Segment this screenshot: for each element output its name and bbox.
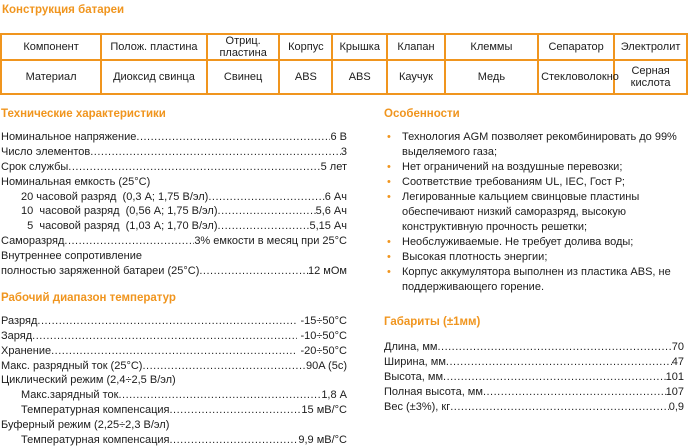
spec-value: 15 мВ/°С xyxy=(301,404,347,417)
spec-value: 47 xyxy=(671,355,684,368)
construction-table-header-cell: Крышка xyxy=(332,34,387,60)
spec-value: 70 xyxy=(671,341,684,353)
construction-table-header-cell: Клеммы xyxy=(445,34,538,60)
spec-value: 3% емкости в месяц при 25°С xyxy=(194,235,347,248)
dot-leader xyxy=(64,234,194,249)
right-column xyxy=(384,108,684,448)
spec-line xyxy=(1,219,347,234)
spec-line xyxy=(1,145,347,160)
spec-line xyxy=(1,433,347,448)
spec-value: -20÷50°С xyxy=(297,344,347,357)
spec-label: Число элементов xyxy=(1,145,91,158)
spec-line xyxy=(1,264,347,279)
dot-leader xyxy=(199,264,308,279)
dot-leader xyxy=(437,340,671,355)
construction-table-header-cell: Полож. пластина xyxy=(101,34,207,60)
spec-value: 107 xyxy=(665,385,684,398)
feature-text: Нет ограничений на воздушные перевозки; xyxy=(402,161,623,173)
spec-line xyxy=(384,385,684,400)
spec-line xyxy=(1,190,347,205)
spec-label: Разряд xyxy=(1,314,38,327)
dot-leader xyxy=(170,403,302,418)
spec-label: Температурная компенсация xyxy=(21,404,170,417)
construction-table-header-row xyxy=(1,34,687,60)
spec-label: Внутреннее сопротивление xyxy=(1,250,142,263)
feature-item xyxy=(384,160,684,175)
spec-line xyxy=(1,344,347,359)
feature-text: Соответствие требованиям UL, IEC, Гост Р; xyxy=(402,176,625,188)
spec-label: Заряд xyxy=(1,329,33,342)
spec-value: 101 xyxy=(665,370,684,383)
spec-label: Номинальное напряжение xyxy=(1,131,137,143)
spec-value: -10÷50°С xyxy=(297,329,347,342)
bullet-icon: • xyxy=(387,161,391,173)
spec-label: 5 часовой разряд (1,03 А; 1,70 В/эл) xyxy=(21,220,218,233)
dot-leader xyxy=(450,400,668,415)
spec-label: Длина, мм xyxy=(384,341,438,353)
construction-table-material-row xyxy=(1,60,687,94)
dot-leader xyxy=(443,370,666,385)
spec-label: Буферный режим (2,25÷2,3 В/эл) xyxy=(1,419,170,432)
dot-leader xyxy=(170,433,299,448)
dot-leader xyxy=(142,359,306,374)
spec-value: 6 Ач xyxy=(324,190,347,203)
spec-label: полностью заряженной батареи (25°С) xyxy=(1,265,200,278)
spec-line xyxy=(384,370,684,385)
construction-table-material-cell: Стекловолокно xyxy=(538,60,614,94)
left-column xyxy=(1,108,347,448)
spec-value: 5,6 Ач xyxy=(315,205,347,218)
spec-line xyxy=(384,400,684,415)
construction-table-material-cell: Серная кислота xyxy=(614,60,687,94)
content-columns xyxy=(1,108,688,448)
spec-value: 1,8 А xyxy=(321,389,347,402)
bullet-icon: • xyxy=(387,176,391,188)
feature-item xyxy=(384,265,684,295)
specs-section-title: Технические характеристики xyxy=(1,108,166,120)
dot-leader xyxy=(208,190,324,205)
features-list xyxy=(384,130,684,295)
spec-line xyxy=(1,314,347,329)
spec-label: 20 часовой разряд (0,3 А; 1,75 В/эл) xyxy=(21,190,209,203)
dot-leader xyxy=(446,355,672,370)
spec-line xyxy=(1,373,347,388)
bullet-icon: • xyxy=(387,191,391,203)
dimensions-list xyxy=(384,340,684,414)
specs-list xyxy=(1,130,347,279)
dot-leader xyxy=(32,329,297,344)
dot-leader xyxy=(218,219,310,234)
bullet-icon: • xyxy=(387,251,391,263)
feature-item xyxy=(384,250,684,265)
spec-line xyxy=(1,175,347,190)
spec-line xyxy=(384,340,684,355)
spec-value: 3 xyxy=(340,145,347,158)
spec-line xyxy=(1,234,347,249)
spec-value: 0,9 xyxy=(668,400,684,413)
temperature-section-title: Рабочий диапазон температур xyxy=(1,291,176,304)
feature-text: Высокая плотность энергии; xyxy=(402,251,548,263)
spec-line xyxy=(1,403,347,418)
construction-table-material-cell: Медь xyxy=(445,60,538,94)
bullet-icon: • xyxy=(387,266,391,278)
dot-leader xyxy=(37,314,297,329)
spec-value: 6 В xyxy=(330,131,347,143)
spec-label: Циклический режим (2,4÷2,5 В/эл) xyxy=(1,374,176,387)
spec-label: Ширина, мм xyxy=(384,355,446,368)
construction-table-material-cell: ABS xyxy=(279,60,332,94)
construction-table-header-cell: Компонент xyxy=(1,34,101,60)
spec-label: Макс.зарядный ток xyxy=(21,389,119,402)
spec-line xyxy=(1,388,347,403)
spec-label: Хранение xyxy=(1,344,52,357)
spec-label: Срок службы xyxy=(1,160,69,173)
spec-line xyxy=(1,329,347,344)
bullet-icon: • xyxy=(387,131,391,143)
spec-value: -15÷50°С xyxy=(297,314,347,327)
construction-table-header-cell: Сепаратор xyxy=(538,34,614,60)
feature-item xyxy=(384,175,684,190)
dot-leader xyxy=(51,344,297,359)
construction-table-material-cell: Свинец xyxy=(207,60,280,94)
feature-text: Корпус аккумулятора выполнен из пластика ABS, не поддерживающего горение. xyxy=(402,266,671,293)
feature-text: Технология AGM позволяет рекомбинировать до 99% выделяемого газа; xyxy=(402,131,677,158)
features-section-title: Особенности xyxy=(384,108,460,120)
dot-leader xyxy=(136,130,330,145)
construction-section-title: Конструкция батареи xyxy=(2,4,125,16)
spec-line xyxy=(1,249,347,264)
dot-leader xyxy=(218,204,316,219)
spec-label: Температурная компенсация xyxy=(21,434,170,447)
dot-leader xyxy=(483,385,666,400)
spec-label: Полная высота, мм xyxy=(384,385,483,398)
spec-label: Высота, мм xyxy=(384,370,444,383)
spec-line xyxy=(1,130,347,145)
construction-table-header-cell: Отриц. пластина xyxy=(207,34,280,60)
construction-table-material-cell: Диоксид свинца xyxy=(101,60,207,94)
construction-table-material-cell: Материал xyxy=(1,60,101,94)
construction-table-header-cell: Клапан xyxy=(387,34,445,60)
construction-table-header-cell: Корпус xyxy=(279,34,332,60)
temperature-list xyxy=(1,314,347,448)
construction-table xyxy=(0,33,688,95)
spec-line xyxy=(1,418,347,433)
feature-text: Легированные кальцием свинцовые пластины обеспечивают низкий саморазряд, высокую конструктивную прочность решетки; xyxy=(402,191,640,233)
spec-value: 5 лет xyxy=(320,160,347,173)
spec-label: Макс. разрядный ток (25°С) xyxy=(1,359,143,372)
spec-value: 5,15 Ач xyxy=(309,220,347,233)
feature-text: Необслуживаемые. Не требует долива воды; xyxy=(402,236,634,248)
feature-item xyxy=(384,235,684,250)
dot-leader xyxy=(118,388,321,403)
spec-label: Вес (±3%), кг xyxy=(384,400,451,413)
construction-table-material-cell: ABS xyxy=(332,60,387,94)
spec-line xyxy=(1,359,347,374)
construction-table-header-cell: Электролит xyxy=(614,34,687,60)
dot-leader xyxy=(90,145,341,160)
bullet-icon: • xyxy=(387,236,391,248)
spec-line xyxy=(1,160,347,175)
spec-value: 9,9 мВ/°С xyxy=(298,434,347,447)
construction-table-material-cell: Каучук xyxy=(387,60,445,94)
dimensions-section-title: Габариты (±1мм) xyxy=(384,316,481,328)
feature-item xyxy=(384,190,684,235)
spec-line xyxy=(384,355,684,370)
spec-line xyxy=(1,204,347,219)
spec-label: Саморазряд xyxy=(1,235,65,248)
spec-label: 10 часовой разряд (0,56 А; 1,75 В/эл) xyxy=(21,205,218,218)
spec-value: 90A (5c) xyxy=(306,359,347,372)
spec-label: Номинальная емкость (25°С) xyxy=(1,175,151,188)
spec-value: 12 мОм xyxy=(308,265,347,278)
feature-item xyxy=(384,130,684,160)
dot-leader xyxy=(68,160,320,175)
